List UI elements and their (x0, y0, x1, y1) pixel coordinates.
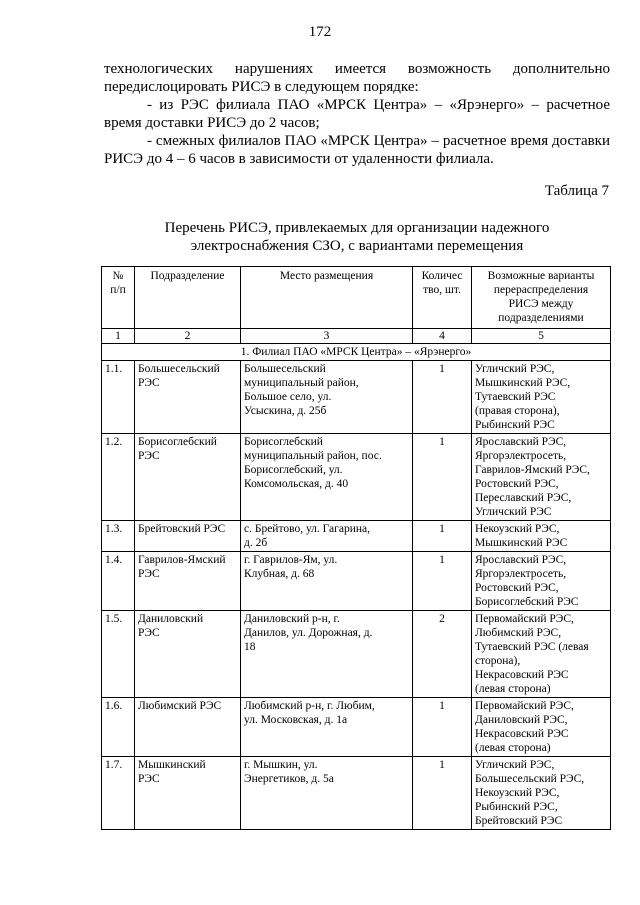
intro-text (104, 60, 610, 168)
header-unit: Подразделение (135, 267, 241, 329)
header-variants: Возможные варианты перераспределения РИСЭ между подразделениями (472, 267, 611, 329)
row-quantity: 1 (413, 521, 472, 552)
header-num: № п/п (102, 267, 135, 329)
row-number: 1.2. (102, 434, 135, 521)
column-number: 1 (102, 329, 135, 344)
row-location: Даниловский р-н, г. Данилов, ул. Дорожная, д. 18 (241, 611, 413, 698)
row-variants: Угличский РЭС, Большесельский РЭС, Некоузский РЭС, Рыбинский РЭС, Брейтовский РЭС (472, 757, 611, 830)
row-number: 1.1. (102, 361, 135, 434)
header-location: Место размещения (241, 267, 413, 329)
row-location: г. Гаврилов-Ям, ул. Клубная, д. 68 (241, 552, 413, 611)
row-variants: Первомайский РЭС, Даниловский РЭС, Некрасовский РЭС (левая сторона) (472, 698, 611, 757)
column-number: 5 (472, 329, 611, 344)
row-location: с. Брейтово, ул. Гагарина, д. 2б (241, 521, 413, 552)
row-quantity: 1 (413, 757, 472, 830)
table-header-row (102, 267, 611, 329)
row-location: Любимский р-н, г. Любим, ул. Московская, д. 1а (241, 698, 413, 757)
row-variants: Некоузский РЭС, Мышкинский РЭС (472, 521, 611, 552)
intro-line-2: передислоцировать РИСЭ в следующем порядке: (104, 79, 419, 95)
row-location: Большесельский муниципальный район, Большое село, ул. Усыскина, д. 25б (241, 361, 413, 434)
table-row (102, 361, 611, 434)
section-title: 1. Филиал ПАО «МРСК Центра» – «Ярэнерго» (102, 344, 611, 361)
column-number: 4 (413, 329, 472, 344)
intro-paragraph-rес: - из РЭС филиала ПАО «МРСК Центра» – «Ярэнерго» – расчетное время доставки РИСЭ до 2 часов; (104, 97, 610, 131)
table-row (102, 611, 611, 698)
row-quantity: 1 (413, 434, 472, 521)
row-unit: Большесельский РЭС (135, 361, 241, 434)
column-number: 2 (135, 329, 241, 344)
header-qty: Количес тво, шт. (413, 267, 472, 329)
row-unit: Борисоглебский РЭС (135, 434, 241, 521)
table-row (102, 521, 611, 552)
risae-table (101, 266, 611, 830)
row-variants: Первомайский РЭС, Любимский РЭС, Тутаевский РЭС (левая сторона), Некрасовский РЭС (левая сторона) (472, 611, 611, 698)
table-row (102, 698, 611, 757)
row-number: 1.5. (102, 611, 135, 698)
row-number: 1.7. (102, 757, 135, 830)
row-unit: Брейтовский РЭС (135, 521, 241, 552)
table-row (102, 552, 611, 611)
row-quantity: 2 (413, 611, 472, 698)
column-number: 3 (241, 329, 413, 344)
row-location: Борисоглебский муниципальный район, пос. Борисоглебский, ул. Комсомольская, д. 40 (241, 434, 413, 521)
table-row (102, 757, 611, 830)
row-unit: Любимский РЭС (135, 698, 241, 757)
page-number: 172 (308, 24, 332, 40)
row-unit: Мышкинский РЭС (135, 757, 241, 830)
row-location: г. Мышкин, ул. Энергетиков, д. 5а (241, 757, 413, 830)
table-row (102, 434, 611, 521)
row-variants: Ярославский РЭС, Яргорэлектросеть, Гаврилов-Ямский РЭС, Ростовский РЭС, Переславский РЭС, Угличский РЭС (472, 434, 611, 521)
row-quantity: 1 (413, 361, 472, 434)
caption-line-2: электроснабжения СЗО, с вариантами перемещения (190, 238, 524, 254)
row-number: 1.4. (102, 552, 135, 611)
row-variants: Ярославский РЭС, Яргорэлектросеть, Ростовский РЭС, Борисоглебский РЭС (472, 552, 611, 611)
row-quantity: 1 (413, 698, 472, 757)
row-number: 1.3. (102, 521, 135, 552)
row-quantity: 1 (413, 552, 472, 611)
section-row (102, 344, 611, 361)
caption-line-1: Перечень РИСЭ, привлекаемых для организации надежного (164, 220, 550, 236)
table-label: Таблица 7 (544, 183, 609, 199)
row-unit: Гаврилов-Ямский РЭС (135, 552, 241, 611)
row-variants: Угличский РЭС, Мышкинский РЭС, Тутаевский РЭС (правая сторона), Рыбинский РЭС (472, 361, 611, 434)
intro-line-1: технологических нарушениях имеется возможность дополнительно (104, 61, 610, 77)
column-numbers-row (102, 329, 611, 344)
row-unit: Даниловский РЭС (135, 611, 241, 698)
row-number: 1.6. (102, 698, 135, 757)
intro-paragraph-neighbors: - смежных филиалов ПАО «МРСК Центра» – расчетное время доставки РИСЭ до 4 – 6 часов в зависимости от удаленности филиала. (104, 133, 610, 167)
table-caption (104, 219, 610, 255)
